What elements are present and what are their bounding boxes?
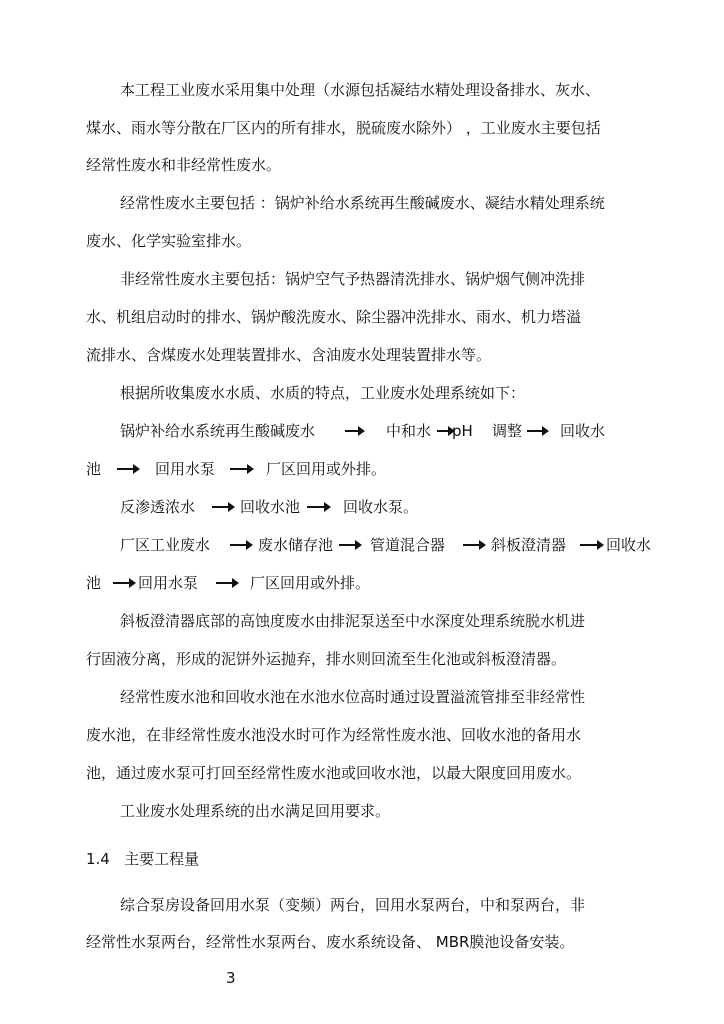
arrow-right-icon (212, 506, 229, 508)
flow-node: 回用水泵 (155, 460, 216, 478)
paragraph-8-line-2: 经常性水泵两台，经常性水泵两台、废水系统设备、 MBR膜池设备安装。 (86, 933, 575, 951)
flow-node: 池 (86, 460, 102, 478)
section-title: 主要工程量 (124, 850, 200, 868)
arrow-right-icon (339, 544, 356, 546)
paragraph-5-line-1: 斜板澄清器底部的高蚀度废水由排泥泵送至中水深度处理系统脱水机进 (120, 612, 586, 630)
arrow-right-icon (216, 582, 233, 584)
arrow-right-icon (230, 544, 247, 546)
flow-3-row-1 (0, 535, 724, 555)
paragraph-6-line-1: 经常性废水池和回收水池在水池水位高时通过设置溢流管排至非经常性 (120, 688, 586, 706)
flow-node: pH (452, 422, 473, 440)
arrow-right-icon (527, 430, 543, 432)
arrow-right-icon (113, 582, 130, 584)
paragraph-2-line-2: 废水、化学实验室排水。 (86, 232, 252, 250)
flow-node: 中和水 (386, 422, 432, 440)
flow-node: 反渗透浓水 (120, 498, 196, 516)
paragraph-6-line-3: 池，通过废水泵可打回至经常性废水池或回收水池，以最大限度回用废水。 (86, 764, 582, 782)
flow-3-row-2 (0, 573, 724, 593)
paragraph-1-line-1: 本工程工业废水采用集中处理（水源包括凝结水精处理设备排水、灰水、 (120, 81, 601, 99)
flow-1-row-1 (0, 421, 724, 441)
arrow-right-icon (230, 468, 248, 470)
flow-node: 回收水池 (240, 498, 301, 516)
arrow-right-icon (345, 430, 359, 432)
paragraph-2-line-1: 经常性废水主要包括 ：锅炉补给水系统再生酸碱废水、凝结水精处理系统 (120, 194, 605, 212)
paragraph-7-line-1: 工业废水处理系统的出水满足回用要求。 (120, 802, 391, 820)
page-number: 3 (226, 969, 236, 987)
flow-node: 厂区工业废水 (120, 536, 211, 554)
flow-node: 调整 (492, 422, 523, 440)
flow-node: 管道混合器 (370, 536, 446, 554)
flow-node: 回用水泵 (138, 574, 199, 592)
arrow-right-icon (307, 506, 325, 508)
flow-node: 厂区回用或外排。 (250, 574, 371, 592)
arrow-right-icon (437, 430, 449, 432)
flow-node: 回收水 (560, 422, 606, 440)
section-heading (86, 849, 199, 869)
paragraph-5-line-2: 行固液分离，形成的泥饼外运抛弃，排水则回流至生化池或斜板澄清器。 (86, 650, 567, 668)
arrow-right-icon (117, 468, 134, 470)
arrow-right-icon (463, 544, 480, 546)
paragraph-3-line-1: 非经常性废水主要包括：锅炉空气予热器清洗排水、锅炉烟气侧冲洗排 (120, 270, 586, 288)
paragraph-3-line-2: 水、机组启动时的排水、锅炉酸洗废水、除尘器冲洗排水、雨水、机力塔溢 (86, 308, 582, 326)
paragraph-8-line-1: 综合泵房设备回用水泵（变频）两台，回用水泵两台，中和泵两台，非 (120, 896, 586, 914)
paragraph-3-line-3: 流排水、含煤废水处理装置排水、含油废水处理装置排水等。 (86, 346, 492, 364)
flow-node: 斜板澄清器 (491, 536, 567, 554)
flow-node: 废水储存池 (258, 536, 334, 554)
paragraph-6-line-2: 废水池，在非经常性废水池没水时可作为经常性废水池、回收水池的备用水 (86, 726, 582, 744)
flow-2 (0, 497, 724, 517)
flow-node: 池 (86, 574, 102, 592)
flow-1-row-2 (0, 459, 724, 479)
flow-node: 回收水 (606, 536, 652, 554)
flow-node: 回收水泵。 (343, 498, 419, 516)
flow-node: 厂区回用或外排。 (266, 460, 387, 478)
paragraph-4-line-1: 根据所收集废水水质、水质的特点，工业废水处理系统如下： (120, 384, 526, 402)
arrow-right-icon (580, 544, 598, 546)
paragraph-1-line-2: 煤水、雨水等分散在厂区内的所有排水，脱硫废水除外） ，工业废水主要包括 (86, 119, 601, 137)
flow-node: 锅炉补给水系统再生酸碱废水 (120, 422, 316, 440)
section-number: 1.4 (86, 850, 110, 868)
paragraph-1-line-3: 经常性废水和非经常性废水。 (86, 156, 282, 174)
